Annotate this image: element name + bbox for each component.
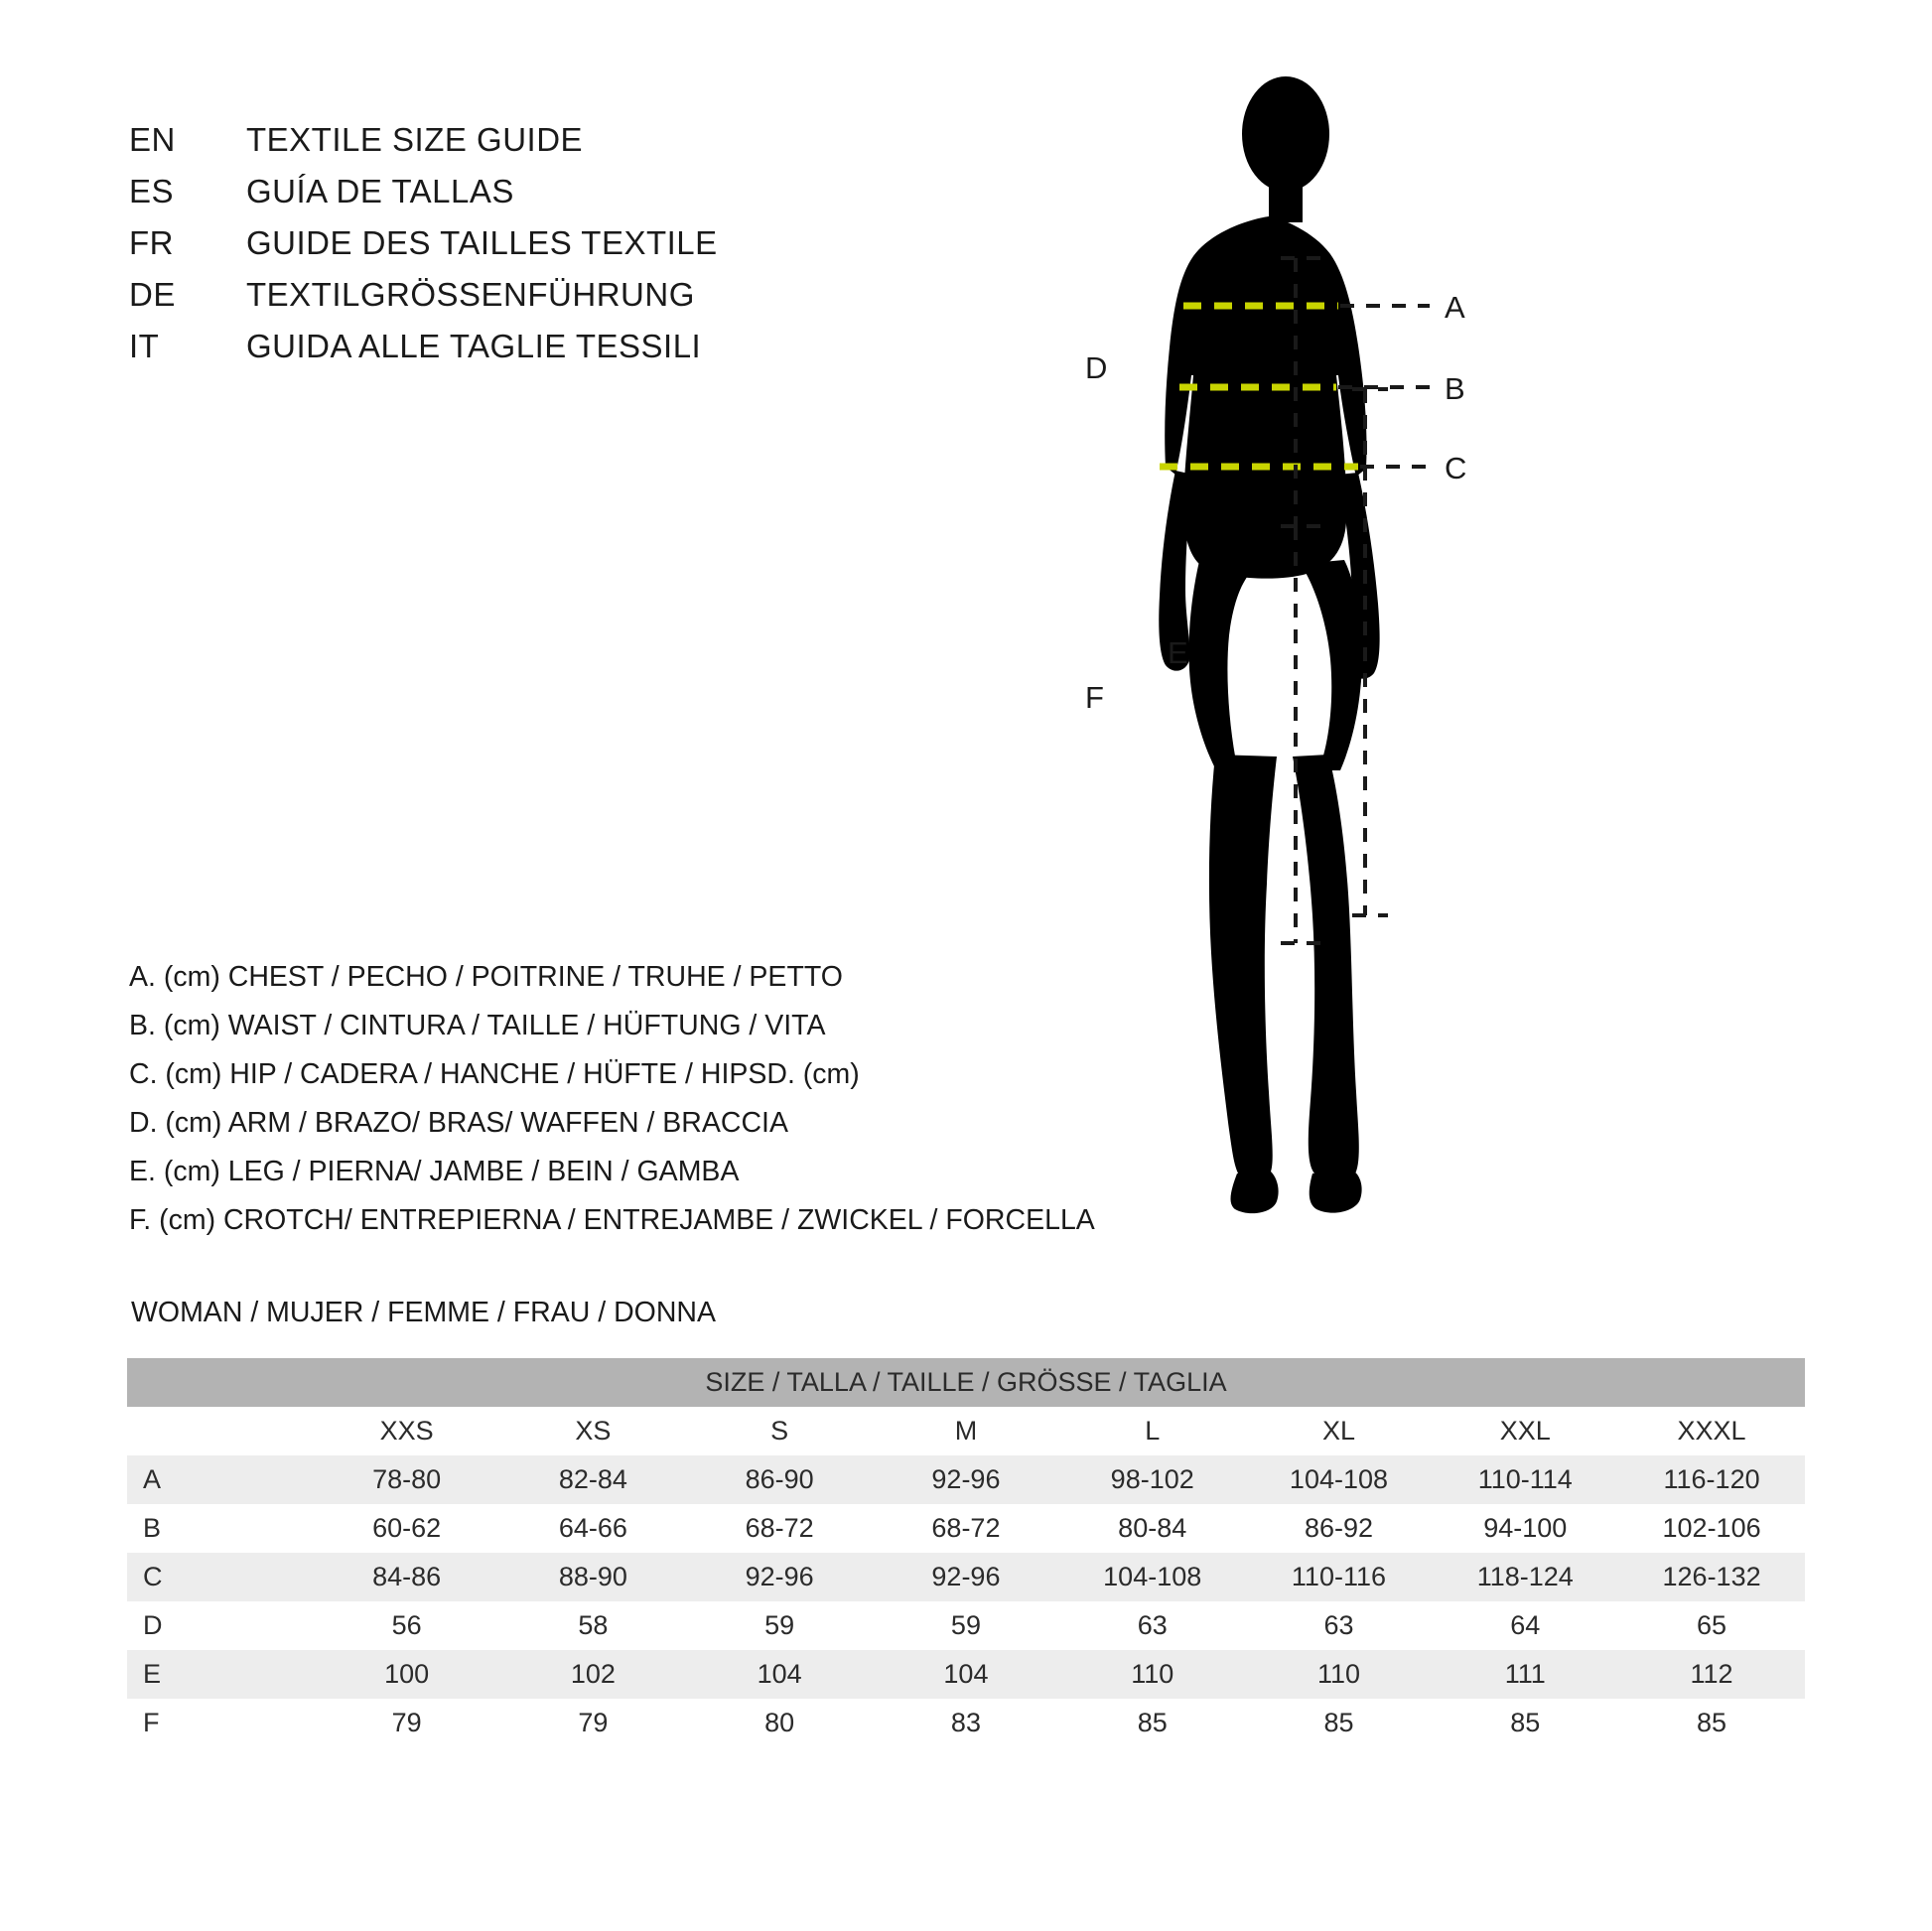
column-header: L xyxy=(1059,1407,1246,1455)
table-cell: 68-72 xyxy=(873,1504,1059,1553)
language-title: TEXTILGRÖSSENFÜHRUNG xyxy=(246,276,695,313)
language-title-block xyxy=(129,121,718,379)
table-cell: 86-90 xyxy=(686,1455,873,1504)
marker-label-a: A xyxy=(1445,290,1465,325)
language-code: EN xyxy=(129,121,176,158)
figure-svg xyxy=(1132,60,1886,1231)
table-cell: 92-96 xyxy=(686,1553,873,1601)
table-banner-label: SIZE / TALLA / TAILLE / GRÖSSE / TAGLIA xyxy=(127,1358,1805,1407)
language-title: GUÍA DE TALLAS xyxy=(246,173,514,209)
language-title: GUIDE DES TAILLES TEXTILE xyxy=(246,224,718,261)
table-row xyxy=(127,1601,1805,1650)
table-cell: 64-66 xyxy=(500,1504,687,1553)
table-cell: 118-124 xyxy=(1432,1553,1618,1601)
column-header: S xyxy=(686,1407,873,1455)
language-title: GUIDA ALLE TAGLIE TESSILI xyxy=(246,328,702,364)
size-table xyxy=(127,1358,1805,1747)
language-row xyxy=(129,173,718,224)
column-header: XXL xyxy=(1432,1407,1618,1455)
language-code: ES xyxy=(129,173,175,209)
legend-item-b: B. (cm) WAIST / CINTURA / TAILLE / HÜFTUNG / VITA xyxy=(129,1010,826,1041)
table-cell: 80-84 xyxy=(1059,1504,1246,1553)
table-row xyxy=(127,1699,1805,1747)
span-label-d: D xyxy=(1085,350,1108,385)
table-cell: 104-108 xyxy=(1246,1455,1433,1504)
table-cell: 65 xyxy=(1618,1601,1805,1650)
legend-item-d: D. (cm) ARM / BRAZO/ BRAS/ WAFFEN / BRACCIA xyxy=(129,1107,788,1139)
table-cell: 94-100 xyxy=(1432,1504,1618,1553)
table-cell: 85 xyxy=(1059,1699,1246,1747)
measurement-diagram xyxy=(1085,60,1886,1231)
span-label-f: F xyxy=(1085,680,1104,715)
table-cell: 111 xyxy=(1432,1650,1618,1699)
table-cell: 104-108 xyxy=(1059,1553,1246,1601)
span-label-e: E xyxy=(1168,635,1188,670)
table-cell: 68-72 xyxy=(686,1504,873,1553)
table-cell: 100 xyxy=(314,1650,500,1699)
table-cell: 83 xyxy=(873,1699,1059,1747)
language-title: TEXTILE SIZE GUIDE xyxy=(246,121,584,158)
legend-item-e: E. (cm) LEG / PIERNA/ JAMBE / BEIN / GAMBA xyxy=(129,1156,740,1187)
table-banner-row xyxy=(127,1358,1805,1407)
table-cell: 110 xyxy=(1059,1650,1246,1699)
table-cell: 85 xyxy=(1246,1699,1433,1747)
table-cell: 60-62 xyxy=(314,1504,500,1553)
table-cell: 80 xyxy=(686,1699,873,1747)
marker-label-b: B xyxy=(1445,371,1465,406)
language-row xyxy=(129,328,718,379)
table-cell: 86-92 xyxy=(1246,1504,1433,1553)
table-cell: 85 xyxy=(1618,1699,1805,1747)
table-row xyxy=(127,1455,1805,1504)
table-cell: 92-96 xyxy=(873,1455,1059,1504)
column-header: XL xyxy=(1246,1407,1433,1455)
table-cell: 126-132 xyxy=(1618,1553,1805,1601)
column-header: XS xyxy=(500,1407,687,1455)
row-label: E xyxy=(127,1650,314,1699)
table-row xyxy=(127,1553,1805,1601)
column-header: M xyxy=(873,1407,1059,1455)
table-cell: 84-86 xyxy=(314,1553,500,1601)
measurement-legend xyxy=(129,963,1095,1255)
table-cell: 92-96 xyxy=(873,1553,1059,1601)
table-cell: 78-80 xyxy=(314,1455,500,1504)
legend-item-f: F. (cm) CROTCH/ ENTREPIERNA / ENTREJAMBE / ZWICKEL / FORCELLA xyxy=(129,1204,1095,1236)
table-cell: 110-114 xyxy=(1432,1455,1618,1504)
table-row xyxy=(127,1504,1805,1553)
table-cell: 79 xyxy=(500,1699,687,1747)
table-cell: 56 xyxy=(314,1601,500,1650)
table-cell: 58 xyxy=(500,1601,687,1650)
table-cell: 102 xyxy=(500,1650,687,1699)
row-label: D xyxy=(127,1601,314,1650)
table-cell: 63 xyxy=(1246,1601,1433,1650)
legend-item-c: C. (cm) HIP / CADERA / HANCHE / HÜFTE / HIPSD. (cm) xyxy=(129,1058,860,1090)
table-cell: 79 xyxy=(314,1699,500,1747)
row-label: F xyxy=(127,1699,314,1747)
row-label: C xyxy=(127,1553,314,1601)
header-corner xyxy=(127,1407,314,1455)
column-header: XXS xyxy=(314,1407,500,1455)
table-cell: 110-116 xyxy=(1246,1553,1433,1601)
table-cell: 102-106 xyxy=(1618,1504,1805,1553)
table-cell: 85 xyxy=(1432,1699,1618,1747)
table-header-row xyxy=(127,1407,1805,1455)
table-cell: 110 xyxy=(1246,1650,1433,1699)
table-cell: 104 xyxy=(873,1650,1059,1699)
table-cell: 112 xyxy=(1618,1650,1805,1699)
table-cell: 82-84 xyxy=(500,1455,687,1504)
table-cell: 104 xyxy=(686,1650,873,1699)
table-cell: 98-102 xyxy=(1059,1455,1246,1504)
marker-label-c: C xyxy=(1445,451,1467,485)
language-row xyxy=(129,276,718,328)
woman-silhouette-icon xyxy=(1159,76,1379,1213)
table-cell: 59 xyxy=(873,1601,1059,1650)
table-cell: 116-120 xyxy=(1618,1455,1805,1504)
language-code: DE xyxy=(129,276,176,313)
language-code: IT xyxy=(129,328,160,364)
column-header: XXXL xyxy=(1618,1407,1805,1455)
legend-item-a: A. (cm) CHEST / PECHO / POITRINE / TRUHE / PETTO xyxy=(129,961,843,993)
language-row xyxy=(129,121,718,173)
language-code: FR xyxy=(129,224,174,261)
row-label: B xyxy=(127,1504,314,1553)
table-row xyxy=(127,1650,1805,1699)
table-cell: 63 xyxy=(1059,1601,1246,1650)
group-label-woman: WOMAN / MUJER / FEMME / FRAU / DONNA xyxy=(131,1297,716,1328)
table-cell: 64 xyxy=(1432,1601,1618,1650)
row-label: A xyxy=(127,1455,314,1504)
table-cell: 88-90 xyxy=(500,1553,687,1601)
table-cell: 59 xyxy=(686,1601,873,1650)
language-row xyxy=(129,224,718,276)
size-table-container xyxy=(127,1358,1805,1747)
